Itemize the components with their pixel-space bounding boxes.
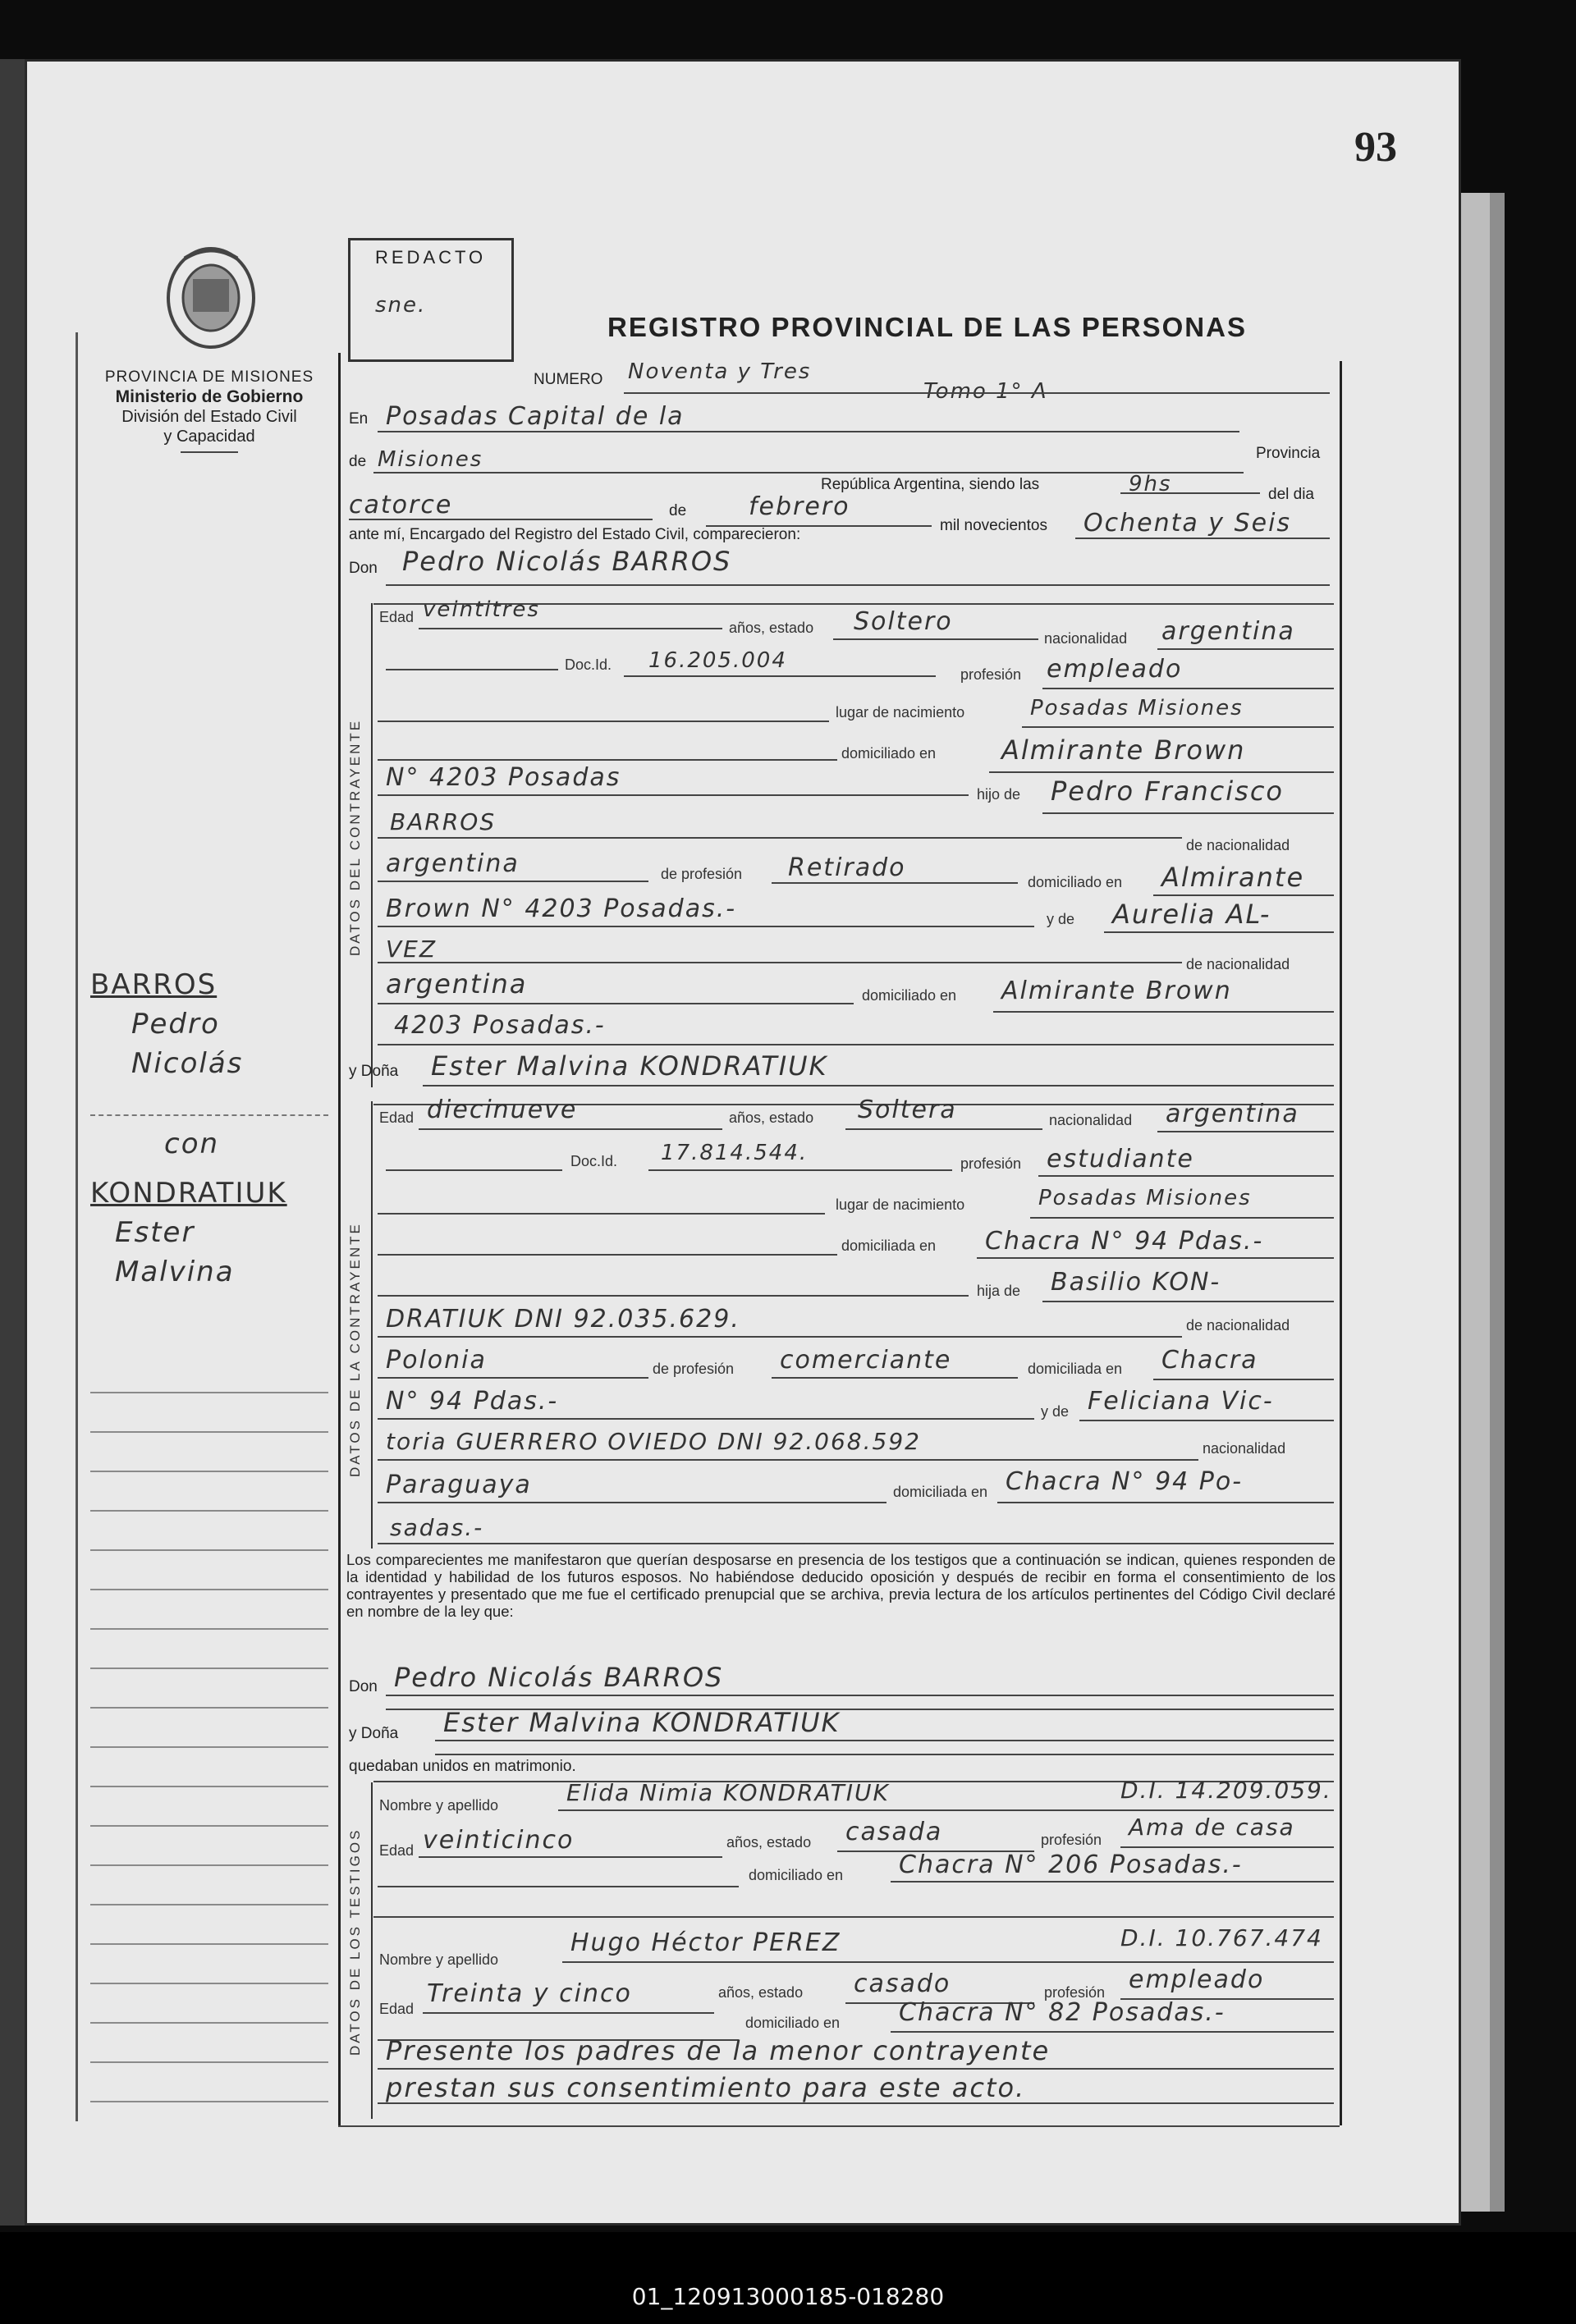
- t2-estado-label: años, estado: [718, 1984, 804, 2001]
- madre1-dom-b-value: 4203 Posadas.-: [394, 1011, 606, 1040]
- madre2-dom-label: domiciliada en: [893, 1484, 988, 1500]
- capacity-label: y Capacidad: [163, 428, 255, 446]
- padre2-dom-label: domiciliada en: [1028, 1361, 1123, 1377]
- lugar1-label: lugar de nacimiento: [836, 704, 965, 721]
- prof1-label: profesión: [960, 666, 1022, 683]
- scan-footer-bar: [0, 2232, 1576, 2324]
- dona2-value: Ester Malvina KONDRATIUK: [443, 1707, 841, 1738]
- padre1-nac-label: de nacionalidad: [1186, 837, 1290, 853]
- y-dona-label: y Doña: [349, 1063, 399, 1080]
- dom2-value: Chacra N° 94 Pdas.-: [985, 1227, 1264, 1256]
- margin-note-line-7: Malvina: [115, 1256, 235, 1288]
- lugar1-value: Posadas Misiones: [1030, 696, 1244, 721]
- t1-nombre-label: Nombre y apellido: [379, 1797, 499, 1814]
- hora-value: 9hs: [1129, 472, 1172, 496]
- t1-estado-value: casada: [845, 1818, 943, 1846]
- padre1-dom-a-value: Almirante: [1161, 862, 1305, 893]
- provincia-label: Provincia: [1256, 445, 1321, 462]
- padre2-dom-a-value: Chacra: [1161, 1346, 1258, 1375]
- madre2a-value: Feliciana Vic-: [1088, 1387, 1274, 1416]
- margin-note-line-1: BARROS: [90, 968, 218, 1001]
- y-dona2-label: y Doña: [349, 1725, 399, 1742]
- padre1b-value: BARROS: [390, 808, 497, 835]
- t1-edad-label: Edad: [379, 1842, 415, 1859]
- padre2b-value: DRATIUK DNI 92.035.629.: [386, 1305, 740, 1334]
- madre1b-value: VEZ: [386, 936, 438, 963]
- de-label: de: [349, 453, 367, 470]
- t2-nombre-label: Nombre y apellido: [379, 1951, 499, 1968]
- left-margin-rule: [76, 332, 78, 2121]
- lugar2-label: lugar de nacimiento: [836, 1196, 965, 1213]
- t1-dom-label: domiciliado en: [749, 1867, 844, 1883]
- padre2-prof-label: de profesión: [653, 1361, 735, 1377]
- en-label: En: [349, 410, 369, 428]
- ministry-label: Ministerio de Gobierno: [115, 387, 304, 406]
- y-de2-label: y de: [1041, 1403, 1070, 1420]
- book-binding: [0, 59, 25, 2226]
- republica-label: República Argentina, siendo las: [821, 476, 1040, 493]
- don-value: Pedro Nicolás BARROS: [402, 546, 732, 577]
- numero-label: NUMERO: [534, 371, 603, 388]
- margin-dotted-lines: [90, 1075, 328, 1116]
- edad2-label: Edad: [379, 1109, 415, 1126]
- madre1-nac-label: de nacionalidad: [1186, 956, 1290, 972]
- t2-dom-value: Chacra N° 82 Posadas.-: [899, 1998, 1226, 2027]
- del-dia-label: del dia: [1268, 486, 1314, 503]
- provincia-value: Misiones: [378, 447, 483, 472]
- margin-note-line-2: Pedro: [131, 1008, 220, 1041]
- consent-note-line-1: Presente los padres de la menor contrayente: [386, 2035, 1051, 2066]
- padre1-dom-b-value: Brown N° 4203 Posadas.-: [386, 894, 737, 923]
- hijo-de-label: hijo de: [977, 786, 1021, 803]
- nac2-value: argentina: [1166, 1100, 1299, 1128]
- estado2-label: años, estado: [729, 1109, 814, 1126]
- mil-novecientos-label: mil novecientos: [940, 517, 1047, 534]
- padre2-prof-value: comerciante: [780, 1346, 952, 1375]
- padre2-dom-b-value: N° 94 Pdas.-: [386, 1387, 559, 1416]
- padre1-prof-label: de profesión: [661, 866, 743, 882]
- lugar-value: Posadas Capital de la: [386, 402, 685, 431]
- t2-edad-label: Edad: [379, 2001, 415, 2017]
- doc1-value: 16.205.004: [648, 648, 787, 673]
- madre1a-value: Aurelia AL-: [1112, 899, 1271, 930]
- don2-label: Don: [349, 1678, 378, 1695]
- division-label: División del Estado Civil: [121, 408, 297, 426]
- anio-value: Ochenta y Seis: [1084, 509, 1292, 538]
- lugar2-value: Posadas Misiones: [1038, 1186, 1252, 1210]
- t2-doc-value: D.I. 10.767.474: [1120, 1924, 1323, 1951]
- nac1-label: nacionalidad: [1044, 630, 1128, 647]
- margin-note-line-6: Ester: [115, 1216, 195, 1249]
- dom1-label: domiciliado en: [841, 745, 937, 762]
- edad1-label: Edad: [379, 609, 415, 625]
- y-de-label: y de: [1047, 911, 1075, 927]
- numero-value: Noventa y Tres: [628, 359, 812, 384]
- prof2-label: profesión: [960, 1155, 1022, 1172]
- witness-section-rule: [371, 1782, 373, 2119]
- t1-prof-value: Ama de casa: [1129, 1814, 1295, 1841]
- de-mes-label: de: [669, 502, 687, 519]
- madre2-nac-label: nacionalidad: [1203, 1440, 1286, 1457]
- tomo-value: Tomo 1° A: [923, 379, 1048, 404]
- t1-prof-label: profesión: [1041, 1832, 1102, 1848]
- madre1-dom-label: domiciliado en: [862, 987, 957, 1004]
- dom2-label: domiciliada en: [841, 1237, 937, 1254]
- t1-nombre-value: Elida Nimia KONDRATIUK: [566, 1779, 890, 1806]
- redacto-stamp: [348, 238, 514, 362]
- scan-identifier: 01_120913000185-018280: [631, 2283, 945, 2310]
- dom1b-value: N° 4203 Posadas: [386, 763, 621, 792]
- nac1-value: argentina: [1161, 617, 1295, 646]
- prof2-value: estudiante: [1047, 1145, 1194, 1173]
- doc1-label: Doc.Id.: [565, 656, 612, 673]
- edad2-value: diecinueve: [427, 1096, 578, 1124]
- padre2a-value: Basilio KON-: [1051, 1268, 1221, 1297]
- folio-number: 93: [1354, 124, 1397, 171]
- stamp-value: sne.: [375, 293, 427, 318]
- groom-section-rule: [371, 603, 373, 1087]
- quedaban-label: quedaban unidos en matrimonio.: [349, 1758, 576, 1775]
- padre2-nac-label: de nacionalidad: [1186, 1317, 1290, 1334]
- madre1-nac-value: argentina: [386, 968, 528, 1000]
- t2-nombre-value: Hugo Héctor PEREZ: [570, 1928, 841, 1957]
- page-edge-shadow: [1490, 193, 1505, 2212]
- t1-estado-label: años, estado: [726, 1834, 812, 1851]
- madre2b-value: toria GUERRERO OVIEDO DNI 92.068.592: [386, 1428, 921, 1455]
- don2-value: Pedro Nicolás BARROS: [394, 1662, 724, 1693]
- dona-value: Ester Malvina KONDRATIUK: [431, 1050, 828, 1082]
- dom1a-value: Almirante Brown: [1001, 734, 1246, 766]
- don-label: Don: [349, 560, 378, 577]
- margin-note-line-4: con: [164, 1128, 220, 1160]
- padre1a-value: Pedro Francisco: [1051, 775, 1284, 807]
- t2-estado-value: casado: [854, 1969, 951, 1998]
- ante-mi-label: ante mí, Encargado del Registro del Estado Civil, comparecieron:: [349, 526, 801, 543]
- padre1-prof-value: Retirado: [788, 853, 906, 882]
- edad1-value: veintitres: [423, 597, 540, 622]
- doc2-value: 17.814.544.: [661, 1141, 809, 1165]
- consent-note-line-2: prestan sus consentimiento para este acto.: [386, 2072, 1026, 2103]
- bride-section-rule: [371, 1101, 373, 1549]
- estado1-label: años, estado: [729, 620, 814, 636]
- stamp-header: REDACTO: [375, 247, 487, 268]
- bride-section-label: DATOS DE LA CONTRAYENTE: [347, 1222, 363, 1477]
- main-right-rule: [1340, 361, 1342, 2125]
- madre2-dom-a-value: Chacra N° 94 Po-: [1006, 1467, 1244, 1496]
- province-label: PROVINCIA DE MISIONES: [104, 368, 314, 386]
- mes-value: febrero: [749, 492, 850, 521]
- doc2-label: Doc.Id.: [570, 1153, 618, 1169]
- dia-value: catorce: [349, 491, 453, 519]
- prof1-value: empleado: [1047, 655, 1183, 684]
- main-left-rule: [338, 353, 341, 2125]
- padre1-dom-label: domiciliado en: [1028, 874, 1123, 890]
- witness-section-label: DATOS DE LOS TESTIGOS: [347, 1828, 363, 2056]
- margin-note-line-5: KONDRATIUK: [90, 1177, 287, 1210]
- statement-text: Los comparecientes me manifestaron que querían desposarse en presencia de los testigos que a continuación se indican, quienes responden de la identidad y habilidad de los futuros esposos. No habiéndose deducido oposición y después de recibir en forma el consentimiento de los contrayentes y presentado que me fue el certificado prenupcial que se archiva, previa lectura de los artículos pertinentes del Código Civil declaré en nombre de la ley que:: [346, 1551, 1335, 1620]
- madre2-nac-value: Paraguaya: [386, 1471, 532, 1499]
- nac2-label: nacionalidad: [1049, 1112, 1133, 1128]
- page-edge: [1461, 193, 1490, 2212]
- t2-dom-label: domiciliado en: [745, 2015, 841, 2031]
- coat-of-arms-seal: [160, 242, 263, 353]
- hija-de-label: hija de: [977, 1283, 1021, 1299]
- t1-dom-value: Chacra N° 206 Posadas.-: [899, 1851, 1243, 1879]
- padre1-nac-value: argentina: [386, 849, 520, 878]
- t1-doc-value: D.I. 14.209.059.: [1120, 1777, 1332, 1804]
- margin-note-area: [90, 968, 328, 1295]
- margin-ruled-lines: [90, 1354, 328, 2117]
- madre2-dom-b-value: sadas.-: [390, 1514, 484, 1541]
- estado2-value: Soltera: [858, 1096, 957, 1124]
- page-title: REGISTRO PROVINCIAL DE LAS PERSONAS: [607, 312, 1247, 342]
- madre1-dom-a-value: Almirante Brown: [1001, 977, 1232, 1005]
- estado1-value: Soltero: [854, 607, 953, 636]
- t2-prof-value: empleado: [1129, 1965, 1265, 1994]
- t1-edad-value: veinticinco: [423, 1826, 575, 1855]
- padre2-nac-value: Polonia: [386, 1346, 487, 1375]
- groom-section-label: DATOS DEL CONTRAYENTE: [347, 718, 363, 956]
- t2-edad-value: Treinta y cinco: [427, 1979, 632, 2008]
- margin-note-line-3: Nicolás: [131, 1047, 244, 1080]
- t2-prof-label: profesión: [1044, 1984, 1106, 2001]
